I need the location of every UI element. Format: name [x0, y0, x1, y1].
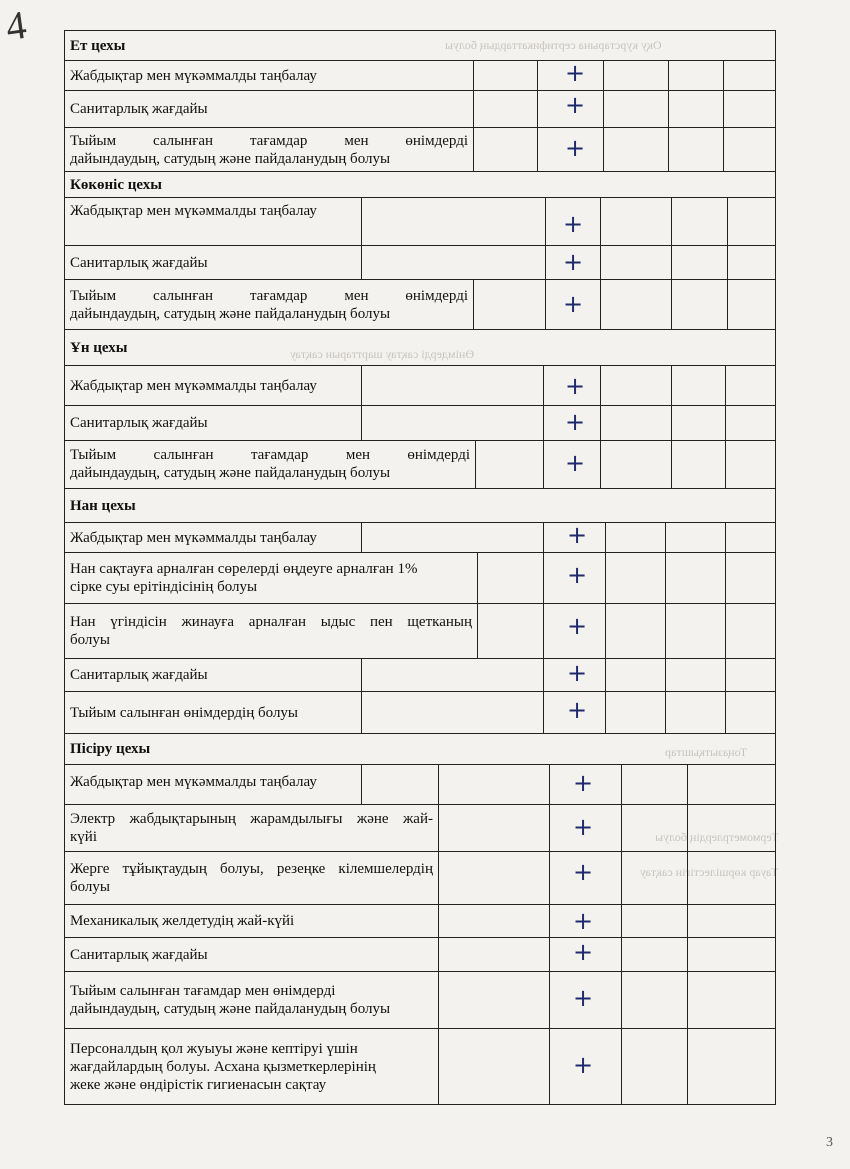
checkmark: + [573, 907, 594, 935]
section-header-bread [65, 488, 775, 522]
section-title: Пісіру цехы [70, 741, 151, 757]
section-title: Нан цехы [70, 498, 136, 514]
table-row [65, 197, 775, 245]
criterion-text: Санитарлық жағдайы [70, 255, 208, 271]
section-header-flour [65, 329, 775, 365]
checkmark: + [563, 290, 584, 318]
criterion-line: Нан үгіндісін жинауға арналған ыдыс пен щетканың [70, 614, 472, 630]
criterion-text [65, 128, 473, 168]
criterion-line: Жерге тұйықтаудың болуы, резеңке кілемшелердің [70, 861, 433, 877]
bleed-through-text: Тоңазытқыштар [665, 745, 748, 759]
table-row [65, 127, 775, 171]
criterion-text [65, 805, 438, 846]
table-row [65, 804, 775, 851]
table-row [65, 691, 775, 733]
criterion-line: болуы [70, 632, 110, 648]
section-header-meat [65, 30, 775, 60]
checkmark: + [563, 248, 584, 276]
criterion-line: жағдайлардың болуы. Асхана қызметкерлерінің [70, 1059, 376, 1075]
criterion-line: дайындаудың, сатудың және пайдаланудың болуы [70, 151, 391, 167]
criterion-text: Санитарлық жағдайы [70, 667, 208, 683]
bleed-through-text: Өнімдерді сақтау шарттарын сақтау [290, 347, 475, 361]
criterion-line: Нан сақтауға арналған сөрелерді өңдеуге арналған 1% [70, 561, 418, 577]
table-row [65, 658, 775, 691]
checkmark: + [563, 210, 584, 238]
criterion-text: Механикалық желдетудің жай-күйі [70, 913, 295, 929]
criterion-line: күйі [70, 829, 97, 845]
checkmark: + [565, 134, 586, 162]
criterion-text: Тыйым салынған өнімдердің болуы [70, 705, 299, 721]
criterion-text: Жабдықтар мен мүкәммалды таңбалау [70, 530, 317, 546]
table-row [65, 971, 775, 1028]
checkmark: + [573, 813, 594, 841]
section-header-vegetable [65, 171, 775, 197]
checkmark: + [573, 938, 594, 966]
criterion-line: жеке және өндірістік гигиенасын сақтау [70, 1077, 327, 1093]
criterion-text [65, 972, 438, 1018]
checkmark: + [573, 984, 594, 1012]
criterion-line: сірке суы ерітіндісінің болуы [70, 579, 258, 595]
checkmark: + [565, 91, 586, 119]
criterion-line: Электр жабдықтарының жарамдылығы және жай- [70, 811, 433, 827]
table-row [65, 764, 775, 804]
criterion-text [65, 280, 473, 323]
criterion-text: Санитарлық жағдайы [70, 101, 208, 117]
criterion-text [65, 852, 438, 896]
criterion-text: Жабдықтар мен мүкәммалды таңбалау [70, 774, 317, 790]
checkmark: + [567, 612, 588, 640]
section-title: Ет цехы [70, 38, 126, 54]
checkmark: + [567, 696, 588, 724]
criterion-text [65, 604, 477, 649]
checkmark: + [573, 769, 594, 797]
bleed-through-text: Оқу курстарына сертификаттардың болуы [445, 38, 662, 52]
criterion-text: Жабдықтар мен мүкәммалды таңбалау [70, 378, 317, 394]
section-header-cooking [65, 733, 775, 764]
section-title: Көкөніс цехы [70, 177, 162, 193]
table-row [65, 405, 775, 440]
checkmark: + [565, 59, 586, 87]
criterion-line: болуы [70, 879, 110, 895]
criterion-text [65, 1029, 438, 1094]
criterion-line: дайындаудың, сатудың және пайдаланудың болуы [70, 465, 391, 481]
criterion-line: Тыйым салынған тағамдар мен өнімдерді [70, 133, 468, 149]
table-row [65, 90, 775, 127]
checkmark: + [573, 1051, 594, 1079]
criterion-line: Тыйым салынған тағамдар мен өнімдерді [70, 288, 468, 304]
table-row [65, 603, 775, 658]
page-number: 4 [2, 1, 30, 50]
table-row [65, 1028, 775, 1105]
criterion-line: дайындаудың, сатудың және пайдаланудың болуы [70, 306, 391, 322]
table-row [65, 60, 775, 90]
table-row [65, 440, 775, 488]
criterion-text: Жабдықтар мен мүкәммалды таңбалау [70, 68, 317, 84]
criterion-text: Жабдықтар мен мүкәммалды таңбалау [70, 203, 317, 219]
criterion-line: Персоналдың қол жуыуы және кептіруі үшін [70, 1041, 358, 1057]
checkmark: + [573, 858, 594, 886]
checkmark: + [567, 561, 588, 589]
section-title: Ұн цехы [70, 340, 128, 356]
criterion-text: Санитарлық жағдайы [70, 415, 208, 431]
checkmark: + [565, 449, 586, 477]
table-row [65, 365, 775, 405]
bleed-through-text: Термометрлердің болуы [655, 830, 779, 844]
criterion-line: Тыйым салынған тағамдар мен өнімдерді [70, 447, 470, 463]
bleed-through-text: Тауар көршілестігін сақтау [640, 865, 779, 879]
checkmark: + [565, 408, 586, 436]
table-row [65, 522, 775, 552]
inspection-checklist-table [64, 30, 779, 1105]
criterion-line: Тыйым салынған тағамдар мен өнімдерді [70, 983, 336, 999]
table-row [65, 245, 775, 279]
table-row [65, 851, 775, 904]
checkmark: + [567, 521, 588, 549]
table-row [65, 904, 775, 937]
checkmark: + [567, 659, 588, 687]
criterion-text [65, 553, 477, 596]
checkmark: + [565, 372, 586, 400]
table-row [65, 279, 775, 329]
table-row [65, 937, 775, 971]
table-row [65, 552, 775, 603]
criterion-text: Санитарлық жағдайы [70, 947, 208, 963]
criterion-text [65, 441, 475, 482]
footer-mark: 3 [826, 1135, 833, 1150]
criterion-line: дайындаудың, сатудың және пайдаланудың болуы [70, 1001, 391, 1017]
